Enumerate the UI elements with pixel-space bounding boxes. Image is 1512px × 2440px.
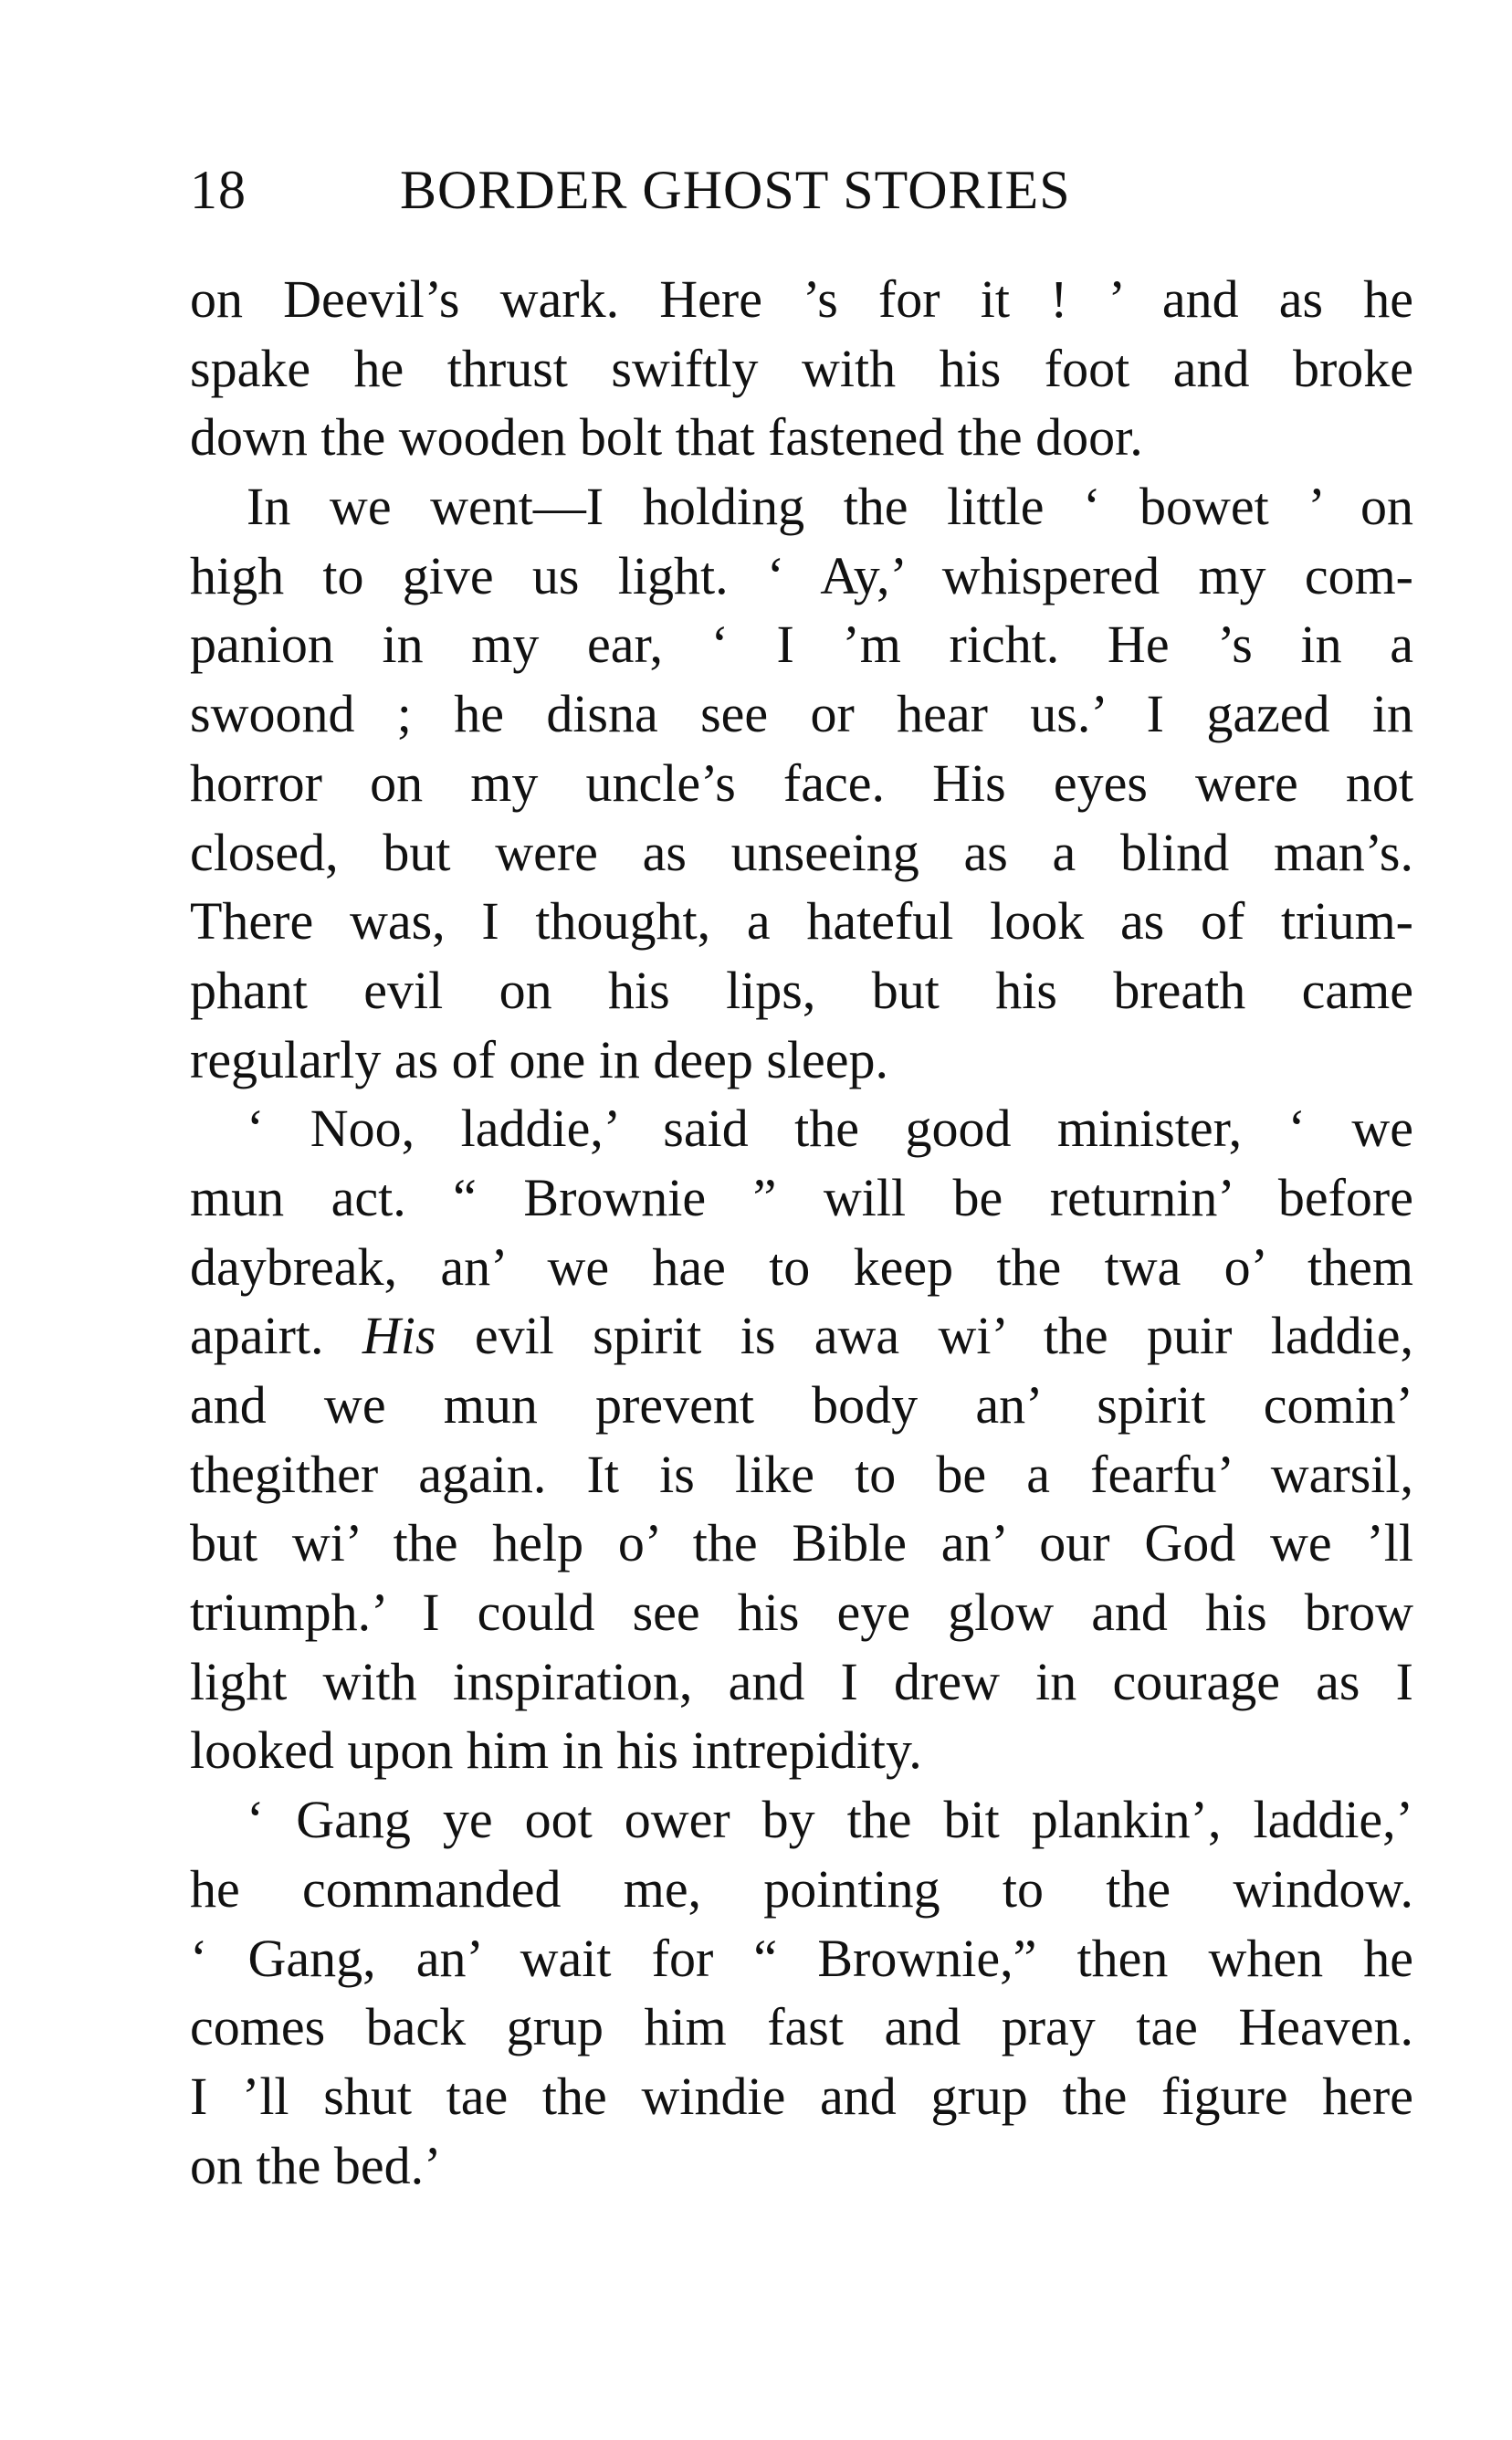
text-segment: evil spirit is awa wi’ the puir laddie, <box>474 1306 1413 1366</box>
text-line: looked upon him in his intrepidity. <box>190 1720 922 1781</box>
text-line: ‘ Gang, an’ wait for “ Brownie,” then when he <box>190 1928 1413 1988</box>
body-text <box>190 265 1413 2200</box>
text-line: mun act. “ Brownie ” will be returnin’ before <box>190 1167 1413 1227</box>
text-line: down the wooden bolt that fastened the door. <box>190 407 1143 468</box>
text-line: on Deevil’s wark. Here ’s for it ! ’ and as he <box>190 269 1413 329</box>
paragraph-first-line: ‘ Noo, laddie,’ said the good minister, ‘ we <box>247 1099 1413 1159</box>
text-segment: apairt. <box>190 1306 324 1366</box>
text-line: light with inspiration, and I drew in courage as I <box>190 1651 1413 1711</box>
text-line: and we mun prevent body an’ spirit comin’ <box>190 1375 1413 1435</box>
text-line: There was, I thought, a hateful look as of trium- <box>190 891 1413 952</box>
text-line: but wi’ the help o’ the Bible an’ our God we ’ll <box>190 1513 1413 1573</box>
paragraph-first-line: ‘ Gang ye oot ower by the bit plankin’, laddie,’ <box>247 1790 1413 1850</box>
text-line: he commanded me, pointing to the window. <box>190 1858 1413 1919</box>
running-head <box>190 153 1413 226</box>
text-line: panion in my ear, ‘ I ’m richt. He ’s in a <box>190 615 1413 675</box>
running-title: BORDER GHOST STORIES <box>400 160 1071 220</box>
text-line: comes back grup him fast and pray tae Heaven. <box>190 1997 1413 2057</box>
text-line: daybreak, an’ we hae to keep the twa o’ them <box>190 1236 1413 1297</box>
text-line: swoond ; he disna see or hear us.’ I gazed in <box>190 684 1413 744</box>
text-line: regularly as of one in deep sleep. <box>190 1029 888 1089</box>
text-line: triumph.’ I could see his eye glow and his brow <box>190 1583 1413 1643</box>
text-line: phant evil on his lips, but his breath came <box>190 960 1413 1020</box>
text-line: spake he thrust swiftly with his foot and broke <box>190 338 1413 398</box>
text-line: horror on my uncle’s face. His eyes were not <box>190 752 1413 813</box>
text-line: I ’ll shut tae the windie and grup the figure here <box>190 2066 1413 2126</box>
text-line: high to give us light. ‘ Ay,’ whispered my com- <box>190 545 1413 605</box>
paragraph-first-line: In we went—I holding the little ‘ bowet ’ on <box>247 477 1413 537</box>
page-number: 18 <box>190 160 247 220</box>
text-line: on the bed.’ <box>190 2135 442 2195</box>
text-line-with-italic <box>190 1301 1413 1371</box>
text-line: thegither again. It is like to be a fearfu’ warsil, <box>190 1444 1413 1504</box>
text-line: closed, but were as unseeing as a blind man’s. <box>190 822 1413 882</box>
italic-word: His <box>362 1306 436 1366</box>
